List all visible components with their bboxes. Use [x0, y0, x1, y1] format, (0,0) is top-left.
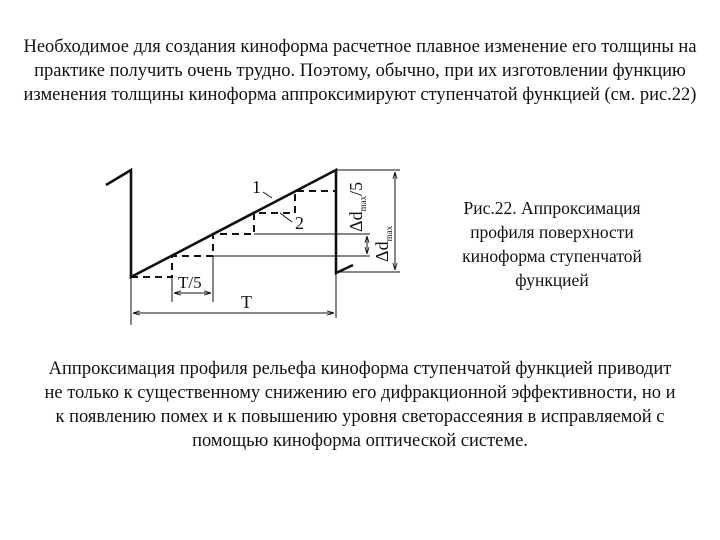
- curve-1-label: 1: [252, 177, 261, 197]
- conclusion-paragraph: Аппроксимация профиля рельефа киноформа ступенчатой функцией приводит не только к существенному снижению его дифракционной эффективности, но и к появлению помех и к повышению уровня светорассеяния в исправляемой с помощью киноформа оптической системе.: [44, 359, 676, 451]
- period-label: T: [241, 292, 252, 312]
- step-width-label: T/5: [178, 273, 202, 292]
- sawtooth-profile: [106, 170, 353, 277]
- curve-2-label: 2: [295, 213, 304, 233]
- figure-caption: Рис.22. Аппроксимация профиля поверхности киноформа ступенчатой функцией: [462, 198, 642, 290]
- intro-paragraph: Необходимое для создания киноформа расчетное плавное изменение его толщины на практике получить очень трудно. Поэтому, обычно, при их изготовлении функцию изменения толщины киноформа аппроксимируют ступенчатой функцией (см. рис.22): [23, 37, 697, 105]
- step-height-label: $\Delta d_{max}/5$: [346, 181, 368, 232]
- max-height-label: $\Delta d_{max}$: [372, 225, 394, 262]
